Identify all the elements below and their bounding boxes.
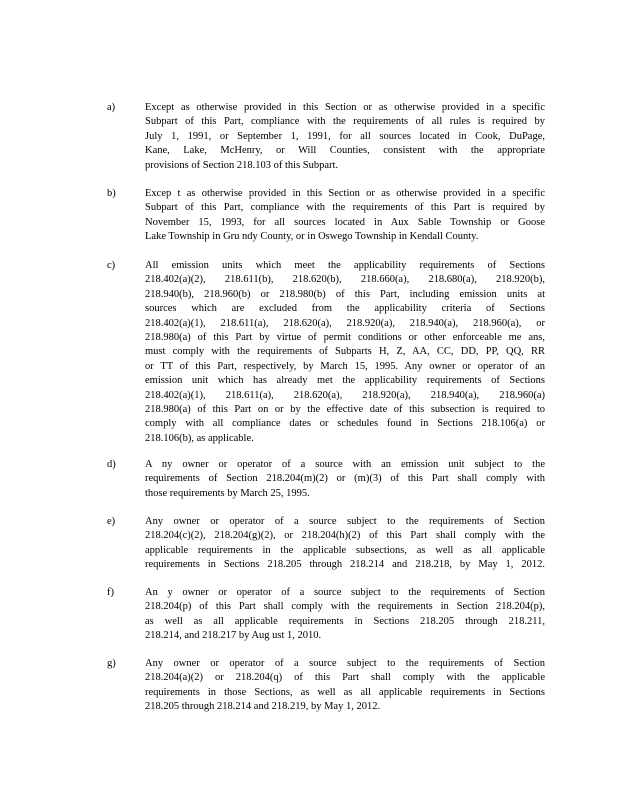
- text-line: requirements of Section 218.204(m)(2) or (m)(3) of this Part shall comply with: [145, 473, 545, 485]
- paragraph-label: f): [107, 587, 114, 598]
- text-line: 218.214, and 218.217 by Aug ust 1, 2010.: [145, 630, 322, 642]
- text-line: Lake Township in Gru ndy County, or in Oswego Township in Kendall County.: [145, 231, 479, 243]
- paragraph-body: [145, 515, 545, 573]
- text-line: 218.205 through 218.214 and 218.219, by May 1, 2012.: [145, 701, 381, 713]
- text-line: 218.204(c)(2), 218.204(g)(2), or 218.204(h)(2) of this Part shall comply with the: [145, 530, 545, 542]
- text-line: Any owner or operator of a source subject to the requirements of Section: [145, 516, 545, 527]
- text-line: Except as otherwise provided in this Section or as otherwise provided in a specific: [145, 102, 545, 113]
- paragraph-body: [145, 586, 545, 644]
- paragraph-body: [145, 187, 545, 245]
- text-line: provisions of Section 218.103 of this Subpart.: [145, 159, 339, 171]
- paragraph-body: [145, 657, 545, 715]
- text-line: emission unit which has already met the applicability requirements of Sections: [145, 375, 545, 387]
- text-line: requirements in those Sections, as well as all applicable requirements in Sections: [145, 686, 545, 698]
- paragraph-label: b): [107, 188, 116, 199]
- paragraph-body: [145, 458, 545, 501]
- text-line: 218.204(p) of this Part shall comply with the requirements in Section 218.204(p),: [145, 601, 545, 613]
- text-line: must comply with the requirements of Subparts H, Z, AA, CC, DD, PP, QQ, RR: [145, 346, 545, 358]
- text-line: Kane, Lake, McHenry, or Will Counties, consistent with the appropriate: [145, 145, 545, 157]
- text-line: An y owner or operator of a source subject to the requirements of Section: [145, 587, 545, 598]
- text-line: those requirements by March 25, 1995.: [145, 487, 310, 499]
- text-line: Any owner or operator of a source subject to the requirements of Section: [145, 658, 545, 669]
- text-line: or TT of this Part, respectively, by March 15, 1995. Any owner or operator of an: [145, 360, 545, 372]
- paragraph-body: [145, 259, 545, 446]
- paragraph-body: [145, 101, 545, 173]
- text-line: sources which are excluded from the applicability criteria of Sections: [145, 303, 545, 315]
- text-line: All emission units which meet the applicability requirements of Sections: [145, 260, 545, 271]
- text-line: applicable requirements in the applicable subsections, as well as all applicable: [145, 544, 545, 556]
- text-line: 218.106(b), as applicable.: [145, 432, 254, 444]
- text-line: A ny owner or operator of a source with an emission unit subject to the: [145, 459, 545, 470]
- paragraph-label: d): [107, 459, 116, 470]
- paragraph-label: a): [107, 102, 116, 113]
- text-line: 218.402(a)(1), 218.611(a), 218.620(a), 218.920(a), 218.940(a), 218.960(a), or: [145, 317, 545, 329]
- text-line: 218.402(a)(2), 218.611(b), 218.620(b), 218.660(a), 218.680(a), 218.920(b),: [145, 274, 545, 286]
- text-line: 218.980(a) of this Part by virtue of permit conditions or other enforceable me ans,: [145, 332, 545, 344]
- paragraph-label: e): [107, 516, 116, 527]
- text-line: 218.204(a)(2) or 218.204(q) of this Part shall comply with the applicable: [145, 672, 545, 684]
- text-line: Excep t as otherwise provided in this Section or as otherwise provided in a specific: [145, 188, 545, 199]
- text-line: Subpart of this Part, compliance with the requirements of all rules is required by: [145, 116, 545, 128]
- text-line: July 1, 1991, or September 1, 1991, for all sources located in Cook, DuPage,: [145, 130, 545, 142]
- text-line: 218.940(b), 218.960(b) or 218.980(b) of this Part, including emission units at: [145, 288, 545, 300]
- text-line: 218.980(a) of this Part on or by the effective date of this subsection is required to: [145, 404, 545, 416]
- paragraph-label: c): [107, 260, 116, 271]
- text-line: November 15, 1993, for all sources located in Aux Sable Township or Goose: [145, 216, 545, 228]
- text-line: 218.402(a)(1), 218.611(a), 218.620(a), 218.920(a), 218.940(a), 218.960(a): [145, 389, 545, 401]
- paragraph-label: g): [107, 658, 116, 669]
- text-line: as well as all applicable requirements in Sections 218.205 through 218.211,: [145, 615, 545, 627]
- text-line: Subpart of this Part, compliance with the requirements of this Part is required by: [145, 202, 545, 214]
- text-line: requirements in Sections 218.205 through 218.214 and 218.218, by May 1, 2012.: [145, 559, 545, 571]
- text-line: comply with all compliance dates or schedules found in Sections 218.106(a) or: [145, 418, 545, 430]
